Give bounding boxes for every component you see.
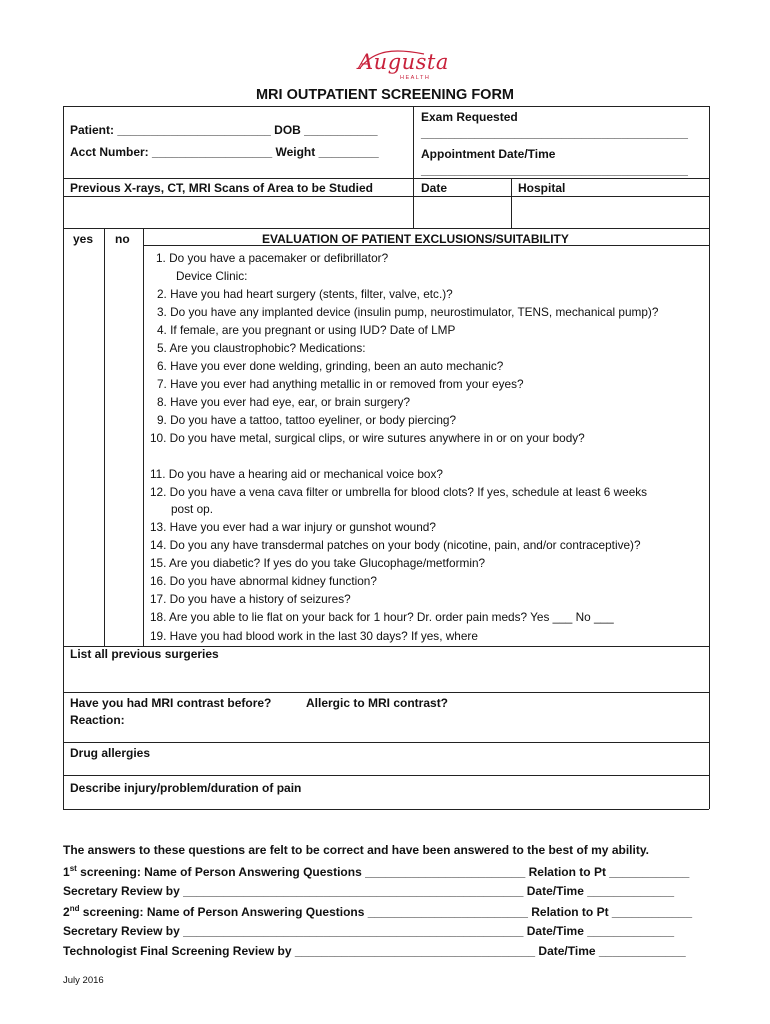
first-screening-label: screening: Name of Person Answering Questions ________________________ Relation to Pt ____________ xyxy=(76,865,690,879)
header-mid-border xyxy=(63,178,709,179)
contrast-before-label: Have you had MRI contrast before? xyxy=(70,696,272,710)
question-10: 10. Do you have metal, surgical clips, or wire sutures anywhere in or on your body? xyxy=(150,431,585,445)
second-screening-row[interactable] xyxy=(63,904,692,919)
patient-field[interactable]: Patient: _______________________ DOB ___________ xyxy=(70,123,378,137)
injury-label: Describe injury/problem/duration of pain xyxy=(70,781,302,795)
question-5: 5. Are you claustrophobic? Medications: xyxy=(157,341,366,355)
question-16: 16. Do you have abnormal kidney function? xyxy=(150,574,377,588)
first-screening-row[interactable] xyxy=(63,864,689,879)
question-19: 19. Have you had blood work in the last 30 days? If yes, where xyxy=(150,629,478,643)
allergic-contrast-label: Allergic to MRI contrast? xyxy=(306,696,449,710)
no-column-header: no xyxy=(115,232,130,246)
question-17: 17. Do you have a history of seizures? xyxy=(150,592,351,606)
exam-requested-label: Exam Requested xyxy=(421,110,518,124)
logo-sub: HEALTH xyxy=(400,75,431,81)
secretary-review-2[interactable]: Secretary Review by ___________________________________________________ Date/Time _____________ xyxy=(63,924,674,938)
date-label: Date xyxy=(421,181,448,195)
technologist-review[interactable]: Technologist Final Screening Review by ____________________________________ Date/Time _____________ xyxy=(63,944,686,958)
drug-allergies-label: Drug allergies xyxy=(70,746,151,760)
form-date: July 2016 xyxy=(63,975,104,986)
injury-top-border xyxy=(63,775,709,776)
header-left-border xyxy=(63,106,64,228)
question-3: 3. Do you have any implanted device (insulin pump, neurostimulator, TENS, mechanical pump)? xyxy=(157,305,659,319)
question-8: 8. Have you ever had eye, ear, or brain surgery? xyxy=(157,395,411,409)
contrast-top-border xyxy=(63,692,709,693)
appointment-field[interactable]: ________________________________________ xyxy=(421,163,688,177)
page-title: MRI OUTPATIENT SCREENING FORM xyxy=(255,87,515,103)
drug-allergies-top-border xyxy=(63,742,709,743)
reaction-label: Reaction: xyxy=(70,713,125,727)
question-7: 7. Have you ever had anything metallic in or removed from your eyes? xyxy=(157,377,524,391)
hospital-label: Hospital xyxy=(518,181,566,195)
header-top-border xyxy=(63,106,709,107)
yes-column-header: yes xyxy=(73,232,94,246)
lower-bottom-border xyxy=(63,809,709,810)
header-right-border xyxy=(709,106,710,228)
first-screening-sup: st xyxy=(69,864,77,873)
no-question-divider xyxy=(143,228,144,647)
eval-left-border xyxy=(63,228,64,647)
question-12: 12. Do you have a vena cava filter or umbrella for blood clots? If yes, schedule at least 6 weeks xyxy=(150,485,648,499)
question-13: 13. Have you ever had a war injury or gunshot wound? xyxy=(150,520,436,534)
question-12-cont: post op. xyxy=(171,502,213,516)
appointment-label: Appointment Date/Time xyxy=(421,147,556,161)
acct-weight-field[interactable]: Acct Number: __________________ Weight _________ xyxy=(70,145,379,159)
question-15: 15. Are you diabetic? If yes do you take Glucophage/metformin? xyxy=(150,556,486,570)
question-1-device-clinic: Device Clinic: xyxy=(176,269,248,283)
question-9: 9. Do you have a tattoo, tattoo eyeliner, or body piercing? xyxy=(157,413,457,427)
hospital-divider xyxy=(511,178,512,228)
question-11: 11. Do you have a hearing aid or mechanical voice box? xyxy=(150,467,443,481)
second-screening-number: 2 xyxy=(63,905,70,919)
previous-scans-label: Previous X-rays, CT, MRI Scans of Area to be Studied xyxy=(70,181,373,195)
eval-right-border xyxy=(709,228,710,647)
header-sub-border xyxy=(63,196,709,197)
question-1: 1. Do you have a pacemaker or defibrillator? xyxy=(156,251,389,265)
logo-name: Augusta xyxy=(358,50,449,74)
yes-no-divider xyxy=(104,228,105,647)
evaluation-heading: EVALUATION OF PATIENT EXCLUSIONS/SUITABILITY xyxy=(262,232,569,246)
first-screening-number: 1 xyxy=(63,865,70,879)
question-2: 2. Have you had heart surgery (stents, filter, valve, etc.)? xyxy=(157,287,453,301)
secretary-review-1[interactable]: Secretary Review by ___________________________________________________ Date/Time _____________ xyxy=(63,884,674,898)
attestation-statement: The answers to these questions are felt to be correct and have been answered to the best of my ability. xyxy=(63,843,649,857)
lower-left-border xyxy=(63,646,64,809)
question-4: 4. If female, are you pregnant or using IUD? Date of LMP xyxy=(157,323,456,337)
question-14: 14. Do you any have transdermal patches on your body (nicotine, pain, and/or contraceptive)? xyxy=(150,538,641,552)
lower-right-border xyxy=(709,646,710,809)
previous-surgeries-label: List all previous surgeries xyxy=(70,647,219,661)
question-18: 18. Are you able to lie flat on your back for 1 hour? Dr. order pain meds? Yes ___ No ___ xyxy=(150,610,614,624)
header-bottom-border xyxy=(63,228,709,229)
question-6: 6. Have you ever done welding, grinding, been an auto mechanic? xyxy=(157,359,504,373)
second-screening-sup: nd xyxy=(69,904,80,913)
header-divider xyxy=(413,106,414,228)
exam-requested-field[interactable]: ________________________________________ xyxy=(421,126,688,140)
second-screening-label: screening: Name of Person Answering Questions ________________________ Relation to Pt ____________ xyxy=(79,905,693,919)
